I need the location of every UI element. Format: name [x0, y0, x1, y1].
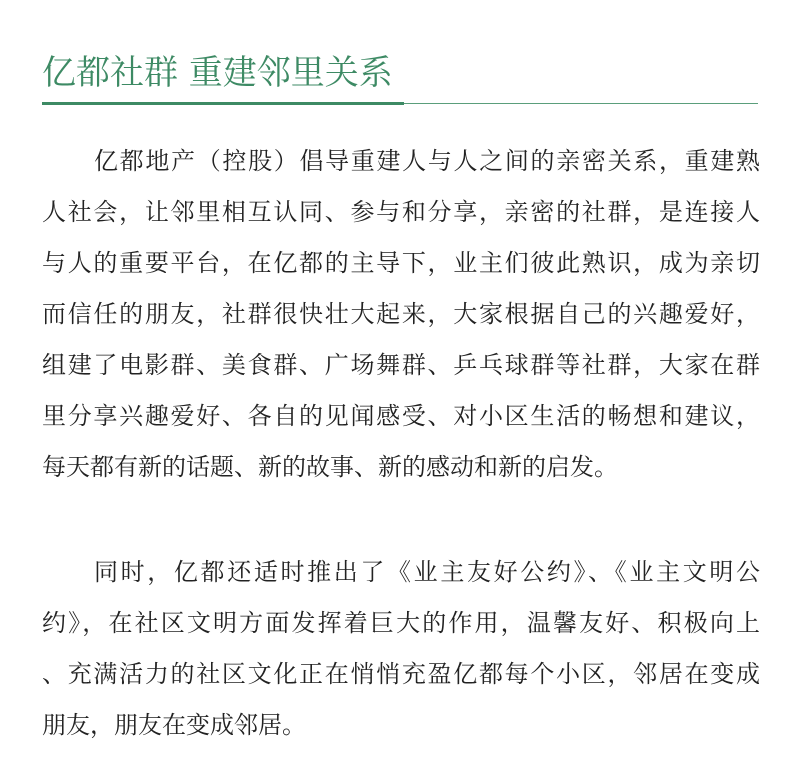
paragraph-line: 约》，在社区文明方面发挥着巨大的作用，温馨友好、积极向上: [42, 609, 760, 637]
paragraph-line: 人社会，让邻里相互认同、参与和分享，亲密的社群，是连接人: [42, 198, 760, 226]
paragraph-line: 同时，亿都还适时推出了《业主友好公约》、《业主文明公: [94, 558, 760, 586]
paragraph-line: 里分享兴趣爱好、各自的见闻感受、对小区生活的畅想和建议，: [42, 402, 760, 430]
paragraph-line: 与人的重要平台，在亿都的主导下，业主们彼此熟识，成为亲切: [42, 249, 760, 277]
title-underline-accent: [42, 102, 404, 105]
body-paragraph-2: [42, 547, 760, 751]
paragraph-line: 组建了电影群、美食群、广场舞群、乒乓球群等社群，大家在群: [42, 351, 760, 379]
paragraph-line: 而信任的朋友，社群很快壮大起来，大家根据自己的兴趣爱好，: [42, 300, 760, 328]
paragraph-line: 每天都有新的话题、新的故事、新的感动和新的启发。: [42, 453, 618, 481]
paragraph-line: 朋友，朋友在变成邻居。: [42, 711, 306, 739]
body-paragraph-1: [42, 136, 760, 493]
paragraph-line: 亿都地产（控股）倡导重建人与人之间的亲密关系，重建熟: [94, 147, 760, 175]
page-title: 亿都社群 重建邻里关系: [42, 53, 393, 93]
paragraph-line: 、充满活力的社区文化正在悄悄充盈亿都每个小区，邻居在变成: [42, 660, 760, 688]
